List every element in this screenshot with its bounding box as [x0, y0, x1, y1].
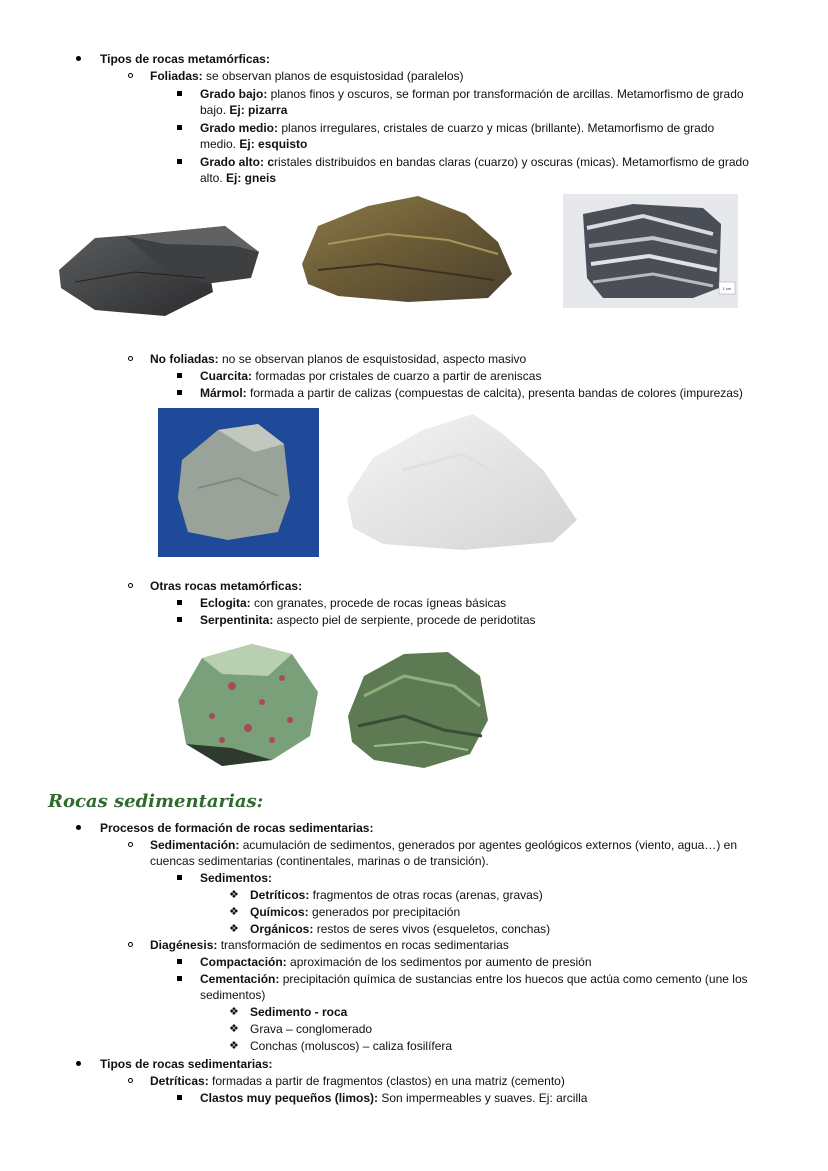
marmol-label: Mármol: — [200, 386, 247, 400]
organicos-label: Orgánicos: — [250, 922, 314, 936]
bullet-circle — [128, 583, 133, 588]
bullet-circle — [128, 73, 133, 78]
gneis-scale-label: 1 cm — [722, 286, 732, 291]
clastos-text: Son impermeables y suaves. Ej: arcilla — [378, 1091, 588, 1105]
grado-medio-cont: medio. — [200, 137, 240, 151]
organicos-text: restos de seres vivos (esqueletos, conchas) — [313, 922, 551, 936]
detriticas-text: formadas a partir de fragmentos (clastos) en una matriz (cemento) — [208, 1074, 565, 1088]
bullet-square — [177, 959, 182, 964]
compactacion-line — [200, 954, 592, 970]
detriticas-label: Detríticas: — [150, 1074, 209, 1088]
bullet-square — [177, 159, 182, 164]
grado-alto-line2 — [200, 170, 276, 186]
grado-alto-ej: Ej: gneis — [226, 171, 277, 185]
foliadas-text: se observan planos de esquistosidad (paralelos) — [202, 69, 464, 83]
otras-metamorficas-title: Otras rocas metamórficas: — [150, 579, 303, 593]
serpentinita-line — [200, 612, 536, 628]
tipos-metamorficas-title: Tipos de rocas metamórficas: — [100, 52, 270, 66]
cuarcita-line — [200, 368, 541, 384]
eclogita-photo — [172, 636, 322, 774]
marmol-line — [200, 385, 743, 401]
no-foliadas-line — [150, 351, 526, 367]
pizarra-photo — [55, 222, 265, 320]
grado-medio-line — [200, 120, 714, 136]
bullet-square — [177, 875, 182, 880]
diamond-bullet-icon: ❖ — [229, 1040, 239, 1052]
bullet-square — [177, 125, 182, 130]
grado-alto-text: ristales distribuidos en bandas claras (cuarzo) y oscuras (micas). Metamorfismo de grado — [274, 155, 749, 169]
bullet-disc — [76, 825, 81, 830]
diamond-bullet-icon: ❖ — [229, 889, 239, 901]
bullet-disc — [76, 56, 81, 61]
detriticos-label: Detríticos: — [250, 888, 310, 902]
diamond-bullet-icon: ❖ — [229, 923, 239, 935]
eclogita-line — [200, 595, 506, 611]
bullet-square — [177, 1095, 182, 1100]
sedimentacion-line — [150, 837, 737, 853]
bullet-circle — [128, 1078, 133, 1083]
diagenesis-text: transformación de sedimentos en rocas sedimentarias — [217, 938, 509, 952]
organicos-line — [250, 921, 550, 937]
section-heading-sedimentarias: Rocas sedimentarias: — [48, 791, 264, 812]
quimicos-label: Químicos: — [250, 905, 309, 919]
ejemplo-grava: Grava – conglomerado — [250, 1022, 373, 1036]
cementacion-text: precipitación química de sustancias entre los huecos que actúa como cemento (une los — [279, 972, 748, 986]
cuarcita-text: formadas por cristales de cuarzo a partir de areniscas — [252, 369, 542, 383]
eclogita-text: con granates, procede de rocas ígneas básicas — [250, 596, 507, 610]
eclogita-label: Eclogita: — [200, 596, 251, 610]
bullet-disc — [76, 1061, 81, 1066]
grado-alto-label: Grado alto: c — [200, 155, 275, 169]
esquisto-photo — [298, 194, 514, 304]
diagenesis-label: Diagénesis: — [150, 938, 218, 952]
grado-medio-text: planos irregulares, cristales de cuarzo y micas (brillante). Metamorfismo de grado — [278, 121, 715, 135]
grado-bajo-text: planos finos y oscuros, se forman por transformación de arcillas. Metamorfismo de grado — [267, 87, 744, 101]
grado-bajo-line — [200, 86, 744, 102]
foliadas-label: Foliadas: — [150, 69, 203, 83]
gneis-photo — [563, 194, 738, 308]
ejemplo-conchas: Conchas (moluscos) – caliza fosilífera — [250, 1039, 453, 1053]
sedimentacion-text: acumulación de sedimentos, generados por agentes geológicos externos (viento, agua…) en — [239, 838, 738, 852]
diamond-bullet-icon: ❖ — [229, 1006, 239, 1018]
sedimentos-label: Sedimentos: — [200, 871, 273, 885]
cuarcita-photo — [158, 408, 319, 557]
cementacion-label: Cementación: — [200, 972, 280, 986]
bullet-square — [177, 373, 182, 378]
serpentinita-label: Serpentinita: — [200, 613, 274, 627]
foliadas-line — [150, 68, 464, 84]
grado-medio-ej: Ej: esquisto — [239, 137, 308, 151]
quimicos-text: generados por precipitación — [308, 905, 461, 919]
cuarcita-label: Cuarcita: — [200, 369, 253, 383]
tipos-sedimentarias-title: Tipos de rocas sedimentarias: — [100, 1057, 273, 1071]
sedimentacion-line2: cuencas sedimentarias (continentales, marinas o de transición). — [150, 854, 489, 868]
bullet-square — [177, 390, 182, 395]
diamond-bullet-icon: ❖ — [229, 1023, 239, 1035]
no-foliadas-label: No foliadas: — [150, 352, 219, 366]
detriticos-line — [250, 887, 543, 903]
diagenesis-line — [150, 937, 509, 953]
clastos-label: Clastos muy pequeños (limos): — [200, 1091, 379, 1105]
bullet-circle — [128, 356, 133, 361]
bullet-circle — [128, 942, 133, 947]
bullet-square — [177, 617, 182, 622]
compactacion-text: aproximación de los sedimentos por aumento de presión — [286, 955, 592, 969]
grado-bajo-ej: Ej: pizarra — [229, 103, 288, 117]
bullet-square — [177, 976, 182, 981]
clastos-line — [200, 1090, 587, 1106]
grado-medio-line2 — [200, 136, 307, 152]
no-foliadas-text: no se observan planos de esquistosidad, aspecto masivo — [218, 352, 527, 366]
grado-alto-cont: alto. — [200, 171, 227, 185]
diamond-bullet-icon: ❖ — [229, 906, 239, 918]
grado-medio-label: Grado medio: — [200, 121, 279, 135]
grado-bajo-cont: bajo. — [200, 103, 230, 117]
marmol-photo — [343, 410, 581, 552]
cementacion-line — [200, 971, 748, 987]
grado-alto-line — [200, 154, 749, 170]
procesos-title: Procesos de formación de rocas sedimentarias: — [100, 821, 374, 835]
grado-bajo-label: Grado bajo: — [200, 87, 268, 101]
detriticas-line — [150, 1073, 565, 1089]
marmol-text: formada a partir de calizas (compuestas de calcita), presenta bandas de colores (impurezas) — [246, 386, 743, 400]
compactacion-label: Compactación: — [200, 955, 287, 969]
bullet-square — [177, 91, 182, 96]
grado-bajo-line2 — [200, 102, 287, 118]
serpentinita-text: aspecto piel de serpiente, procede de peridotitas — [273, 613, 536, 627]
cementacion-line2: sedimentos) — [200, 988, 266, 1002]
quimicos-line — [250, 904, 460, 920]
sedimentacion-label: Sedimentación: — [150, 838, 240, 852]
ejemplo-sedimento-roca: Sedimento - roca — [250, 1005, 348, 1019]
serpentinita-photo — [344, 646, 490, 772]
detriticos-text: fragmentos de otras rocas (arenas, gravas) — [309, 888, 543, 902]
bullet-circle — [128, 842, 133, 847]
bullet-square — [177, 600, 182, 605]
